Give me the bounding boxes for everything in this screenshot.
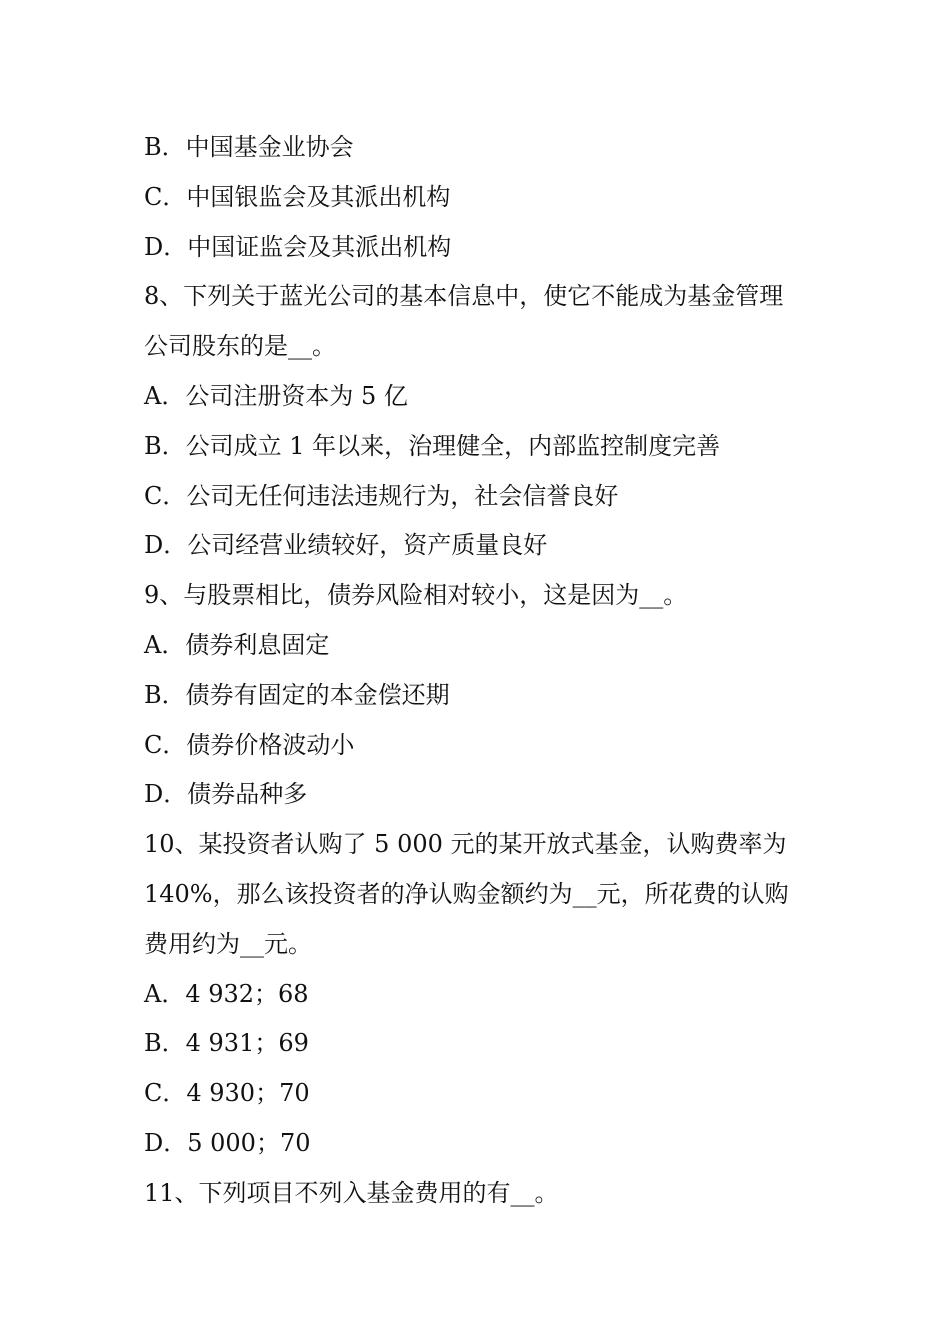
question-10-line-1: 10、某投资者认购了 5 000 元的某开放式基金，认购费率为 <box>144 830 787 859</box>
option-b-q7: B．中国基金业协会 <box>144 133 354 161</box>
option-d-q10: D．5 000；70 <box>144 1128 311 1157</box>
document-body <box>144 123 814 1219</box>
option-d-q8: D．公司经营业绩较好，资产质量良好 <box>144 531 548 560</box>
option-c-q8: C．公司无任何违法违规行为，社会信誉良好 <box>144 481 619 510</box>
question-8-line-1: 8、下列关于蓝光公司的基本信息中，使它不能成为基金管理 <box>144 282 784 311</box>
question-9: 9、与股票相比，债券风险相对较小，这是因为__。 <box>144 581 688 610</box>
option-a-q10: A．4 932；68 <box>144 979 309 1008</box>
question-10-line-3: 费用约为__元。 <box>144 929 312 958</box>
option-c-q9: C．债券价格波动小 <box>144 730 355 759</box>
option-b-q10: B．4 931；69 <box>144 1029 309 1058</box>
option-c-q10: C．4 930；70 <box>144 1079 310 1108</box>
option-a-q8: A．公司注册资本为 5 亿 <box>144 381 408 410</box>
option-d-q7: D．中国证监会及其派出机构 <box>144 232 452 261</box>
question-8-line-2: 公司股东的是__。 <box>144 332 336 361</box>
option-c-q7: C．中国银监会及其派出机构 <box>144 182 451 211</box>
option-a-q9: A．债券利息固定 <box>144 630 330 659</box>
option-d-q9: D．债券品种多 <box>144 780 308 809</box>
option-b-q9: B．债券有固定的本金偿还期 <box>144 680 450 709</box>
option-b-q8: B．公司成立 1 年以来，治理健全，内部监控制度完善 <box>144 431 721 460</box>
question-11: 11、下列项目不列入基金费用的有__。 <box>144 1178 559 1207</box>
question-10-line-2: 140%，那么该投资者的净认购金额约为__元，所花费的认购 <box>144 879 789 908</box>
